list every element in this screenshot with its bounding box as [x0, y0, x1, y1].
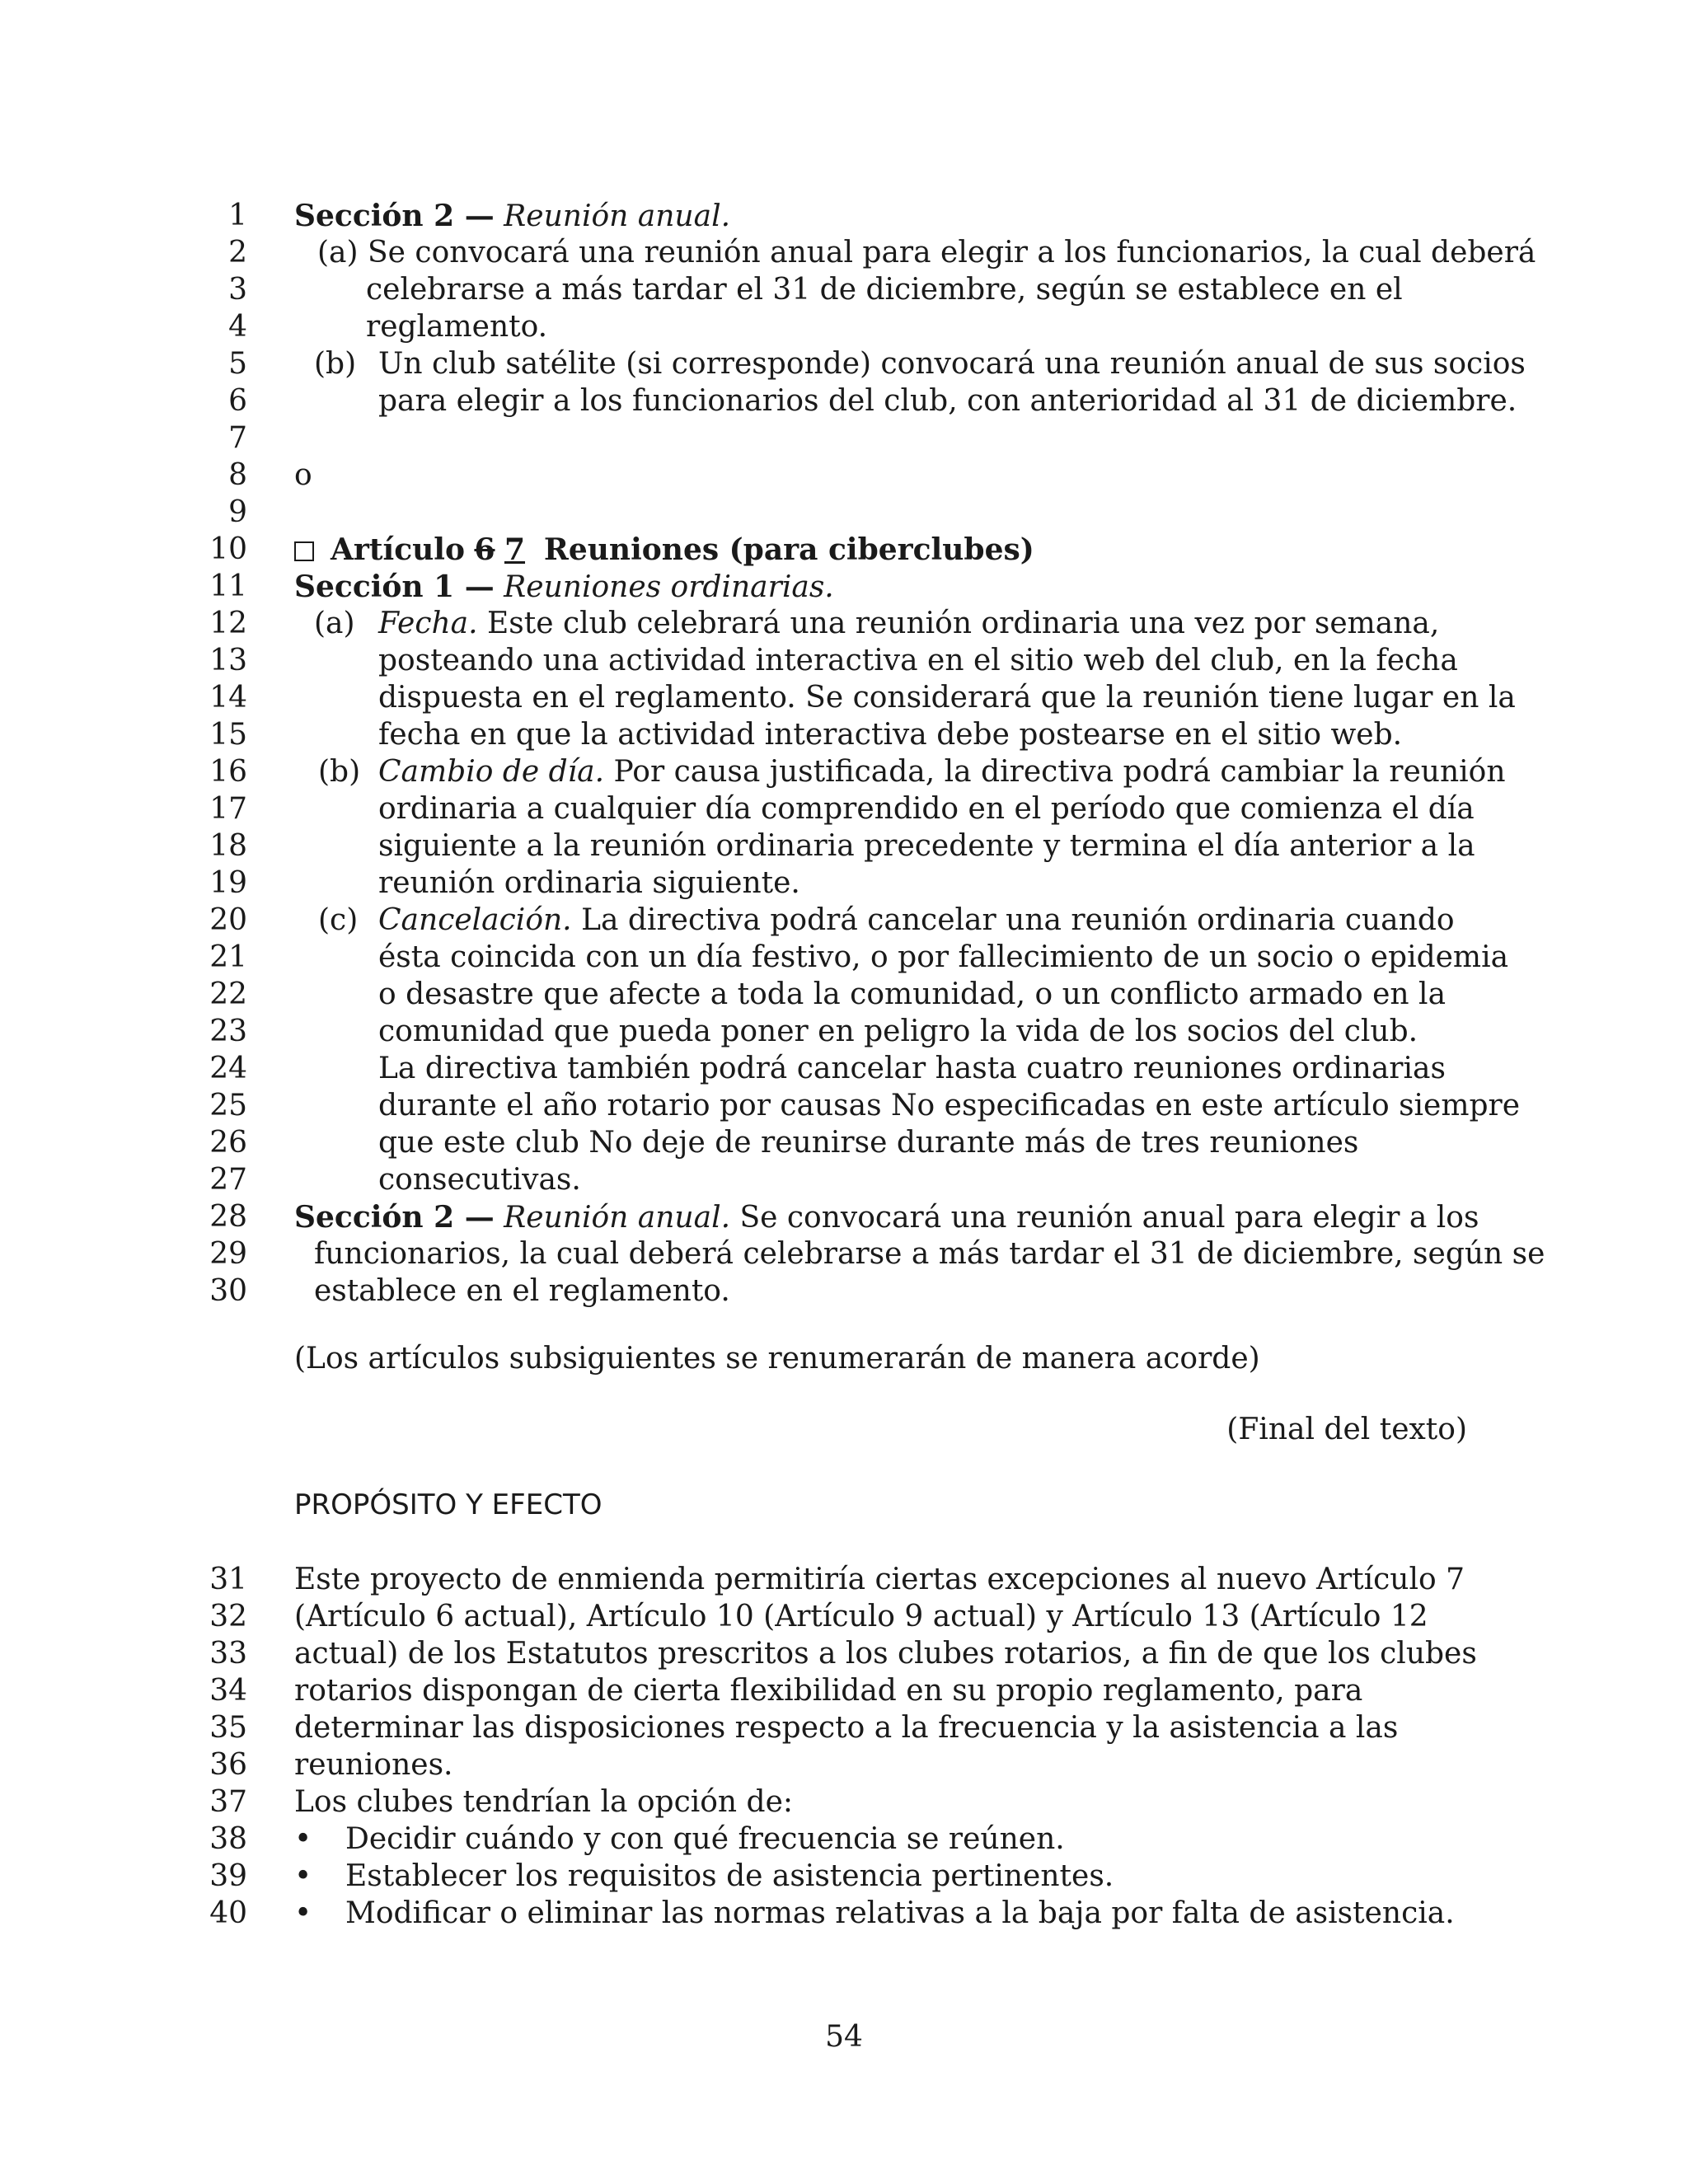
paragraph-line: (a) Se convocará una reunión anual para elegir a los funcionarios, la cual deberá: [317, 236, 1536, 269]
line-number: 33: [209, 1637, 247, 1671]
paragraph-line: (Artículo 6 actual), Artículo 10 (Artículo 9 actual) y Artículo 13 (Artículo 12: [294, 1600, 1428, 1633]
line-number: 3: [228, 273, 247, 307]
line-number: 16: [209, 755, 247, 789]
line-number: 10: [209, 532, 247, 566]
article-new-number: 7: [504, 532, 526, 567]
end-of-text-note: (Final del texto): [1226, 1413, 1467, 1446]
paragraph-line: reunión ordinaria siguiente.: [378, 866, 800, 900]
paragraph-line: posteando una actividad interactiva en el sitio web del club, en la fecha: [378, 644, 1458, 677]
section-heading-title: Reunión anual.: [504, 1201, 731, 1235]
section-heading-label: Sección 1 —: [294, 569, 495, 604]
list-item: [294, 1858, 1114, 1896]
item-term: Fecha.: [378, 607, 478, 640]
line-number: 28: [209, 1200, 247, 1234]
paragraph-line: ésta coincida con un día festivo, o por fallecimiento de un socio o epidemia: [378, 940, 1509, 974]
line-number: 38: [209, 1822, 247, 1856]
item-label: (b): [314, 347, 357, 381]
line-number: 5: [228, 347, 247, 381]
item-label: (c): [318, 903, 359, 937]
line-number: 19: [209, 866, 247, 900]
checkbox-icon[interactable]: [294, 541, 314, 561]
line-number: 29: [209, 1237, 247, 1271]
purpose-heading: PROPÓSITO Y EFECTO: [294, 1488, 603, 1521]
line-number: 9: [228, 495, 247, 529]
line-number: 24: [209, 1052, 247, 1085]
line-number: 36: [209, 1748, 247, 1782]
paragraph-line: establece en el reglamento.: [314, 1274, 730, 1308]
paragraph-line: Este proyecto de enmienda permitiría ciertas excepciones al nuevo Artículo 7: [294, 1563, 1465, 1596]
section-text: Se convocará una reunión anual para elegir a los: [739, 1201, 1479, 1235]
bullet-icon: •: [294, 1822, 312, 1856]
line-number: 18: [209, 829, 247, 863]
article-prefix: Artículo: [331, 532, 465, 567]
line-number: 6: [228, 384, 247, 418]
paragraph-line: La directiva también podrá cancelar hasta cuatro reuniones ordinarias: [378, 1052, 1446, 1085]
paragraph-line: dispuesta en el reglamento. Se considerará que la reunión tiene lugar en la: [378, 681, 1516, 715]
paragraph-line: comunidad que pueda poner en peligro la vida de los socios del club.: [378, 1015, 1418, 1048]
line-number: 39: [209, 1859, 247, 1893]
line-number: 25: [209, 1089, 247, 1122]
item-text: La directiva podrá cancelar una reunión ordinaria cuando: [581, 903, 1455, 937]
line-number: 22: [209, 977, 247, 1011]
bullet-icon: •: [294, 1896, 312, 1930]
paragraph-line: reglamento.: [366, 310, 548, 344]
paragraph-line: determinar las disposiciones respecto a la frecuencia y la asistencia a las: [294, 1711, 1399, 1745]
section-heading: [294, 1198, 1479, 1236]
paragraph-line: celebrarse a más tardar el 31 de diciembre, según se establece en el: [366, 273, 1403, 307]
paragraph-line: funcionarios, la cual deberá celebrarse a más tardar el 31 de diciembre, según se: [314, 1237, 1545, 1271]
section-heading: [294, 568, 834, 606]
paragraph-line: reuniones.: [294, 1748, 453, 1782]
paragraph-line: fecha en que la actividad interactiva debe postearse en el sitio web.: [378, 718, 1403, 752]
article-old-number: 6: [474, 532, 495, 567]
line-number: 26: [209, 1126, 247, 1160]
line-number: 12: [209, 607, 247, 640]
paragraph-line: ordinaria a cualquier día comprendido en el período que comienza el día: [378, 792, 1475, 826]
line-number: 15: [209, 718, 247, 752]
article-heading: [294, 531, 1034, 569]
paragraph-line: durante el año rotario por causas No especificadas en este artículo siempre: [378, 1089, 1521, 1122]
page-number: 54: [825, 2020, 863, 2054]
line-number: 31: [209, 1563, 247, 1596]
article-title: Reuniones (para ciberclubes): [543, 532, 1034, 567]
options-intro: Los clubes tendrían la opción de:: [294, 1785, 794, 1819]
list-item: [294, 1821, 1065, 1858]
paragraph-line: que este club No deje de reunirse durante más de tres reuniones: [378, 1126, 1359, 1160]
section-heading-label: Sección 2 —: [294, 199, 495, 233]
line-number: 1: [228, 199, 247, 232]
paragraph-line: [378, 902, 1455, 940]
line-number: 8: [228, 458, 247, 492]
section-heading-title: Reuniones ordinarias.: [504, 570, 834, 604]
line-number: 34: [209, 1674, 247, 1708]
line-number: 4: [228, 310, 247, 344]
list-item-text: Decidir cuándo y con qué frecuencia se reúnen.: [345, 1822, 1065, 1856]
item-label: (a): [314, 607, 355, 640]
renumber-note: (Los artículos subsiguientes se renumerarán de manera acorde): [294, 1342, 1260, 1376]
paragraph-line: actual) de los Estatutos prescritos a los clubes rotarios, a fin de que los clubes: [294, 1637, 1477, 1671]
line-number: 35: [209, 1711, 247, 1745]
list-item-text: Establecer los requisitos de asistencia pertinentes.: [345, 1859, 1114, 1893]
alternative-marker: o: [294, 458, 312, 492]
section-heading-title: Reunión anual.: [504, 199, 731, 233]
line-number: 23: [209, 1015, 247, 1048]
line-number: 13: [209, 644, 247, 677]
line-number: 2: [228, 236, 247, 269]
bullet-icon: •: [294, 1859, 312, 1893]
line-number: 32: [209, 1600, 247, 1633]
list-item-text: Modificar o eliminar las normas relativas a la baja por falta de asistencia.: [345, 1896, 1455, 1930]
item-text: Por causa justificada, la directiva podrá cambiar la reunión: [613, 755, 1506, 789]
paragraph-line: o desastre que afecte a toda la comunidad, o un conflicto armado en la: [378, 977, 1447, 1011]
item-term: Cancelación.: [378, 903, 572, 937]
section-heading-label: Sección 2 —: [294, 1200, 495, 1235]
paragraph-line: rotarios dispongan de cierta flexibilidad en su propio reglamento, para: [294, 1674, 1363, 1708]
list-item: [294, 1895, 1455, 1933]
line-number: 40: [209, 1896, 247, 1930]
line-number: 11: [209, 569, 247, 603]
line-number: 27: [209, 1163, 247, 1197]
line-number: 37: [209, 1785, 247, 1819]
paragraph-line: siguiente a la reunión ordinaria precedente y termina el día anterior a la: [378, 829, 1475, 863]
paragraph-line: [378, 605, 1439, 643]
line-number: 21: [209, 940, 247, 974]
paragraph-line: Un club satélite (si corresponde) convocará una reunión anual de sus socios: [378, 347, 1526, 381]
section-heading: [294, 197, 730, 235]
line-number: 14: [209, 681, 247, 715]
line-number: 17: [209, 792, 247, 826]
line-number: 7: [228, 421, 247, 455]
item-term: Cambio de día.: [378, 755, 605, 789]
paragraph-line: consecutivas.: [378, 1163, 581, 1197]
item-label: (b): [318, 755, 361, 789]
paragraph-line: para elegir a los funcionarios del club, con anterioridad al 31 de diciembre.: [378, 384, 1517, 418]
line-number: 30: [209, 1274, 247, 1308]
line-number: 20: [209, 903, 247, 937]
item-text: Este club celebrará una reunión ordinaria una vez por semana,: [487, 607, 1440, 640]
paragraph-line: [378, 753, 1506, 791]
